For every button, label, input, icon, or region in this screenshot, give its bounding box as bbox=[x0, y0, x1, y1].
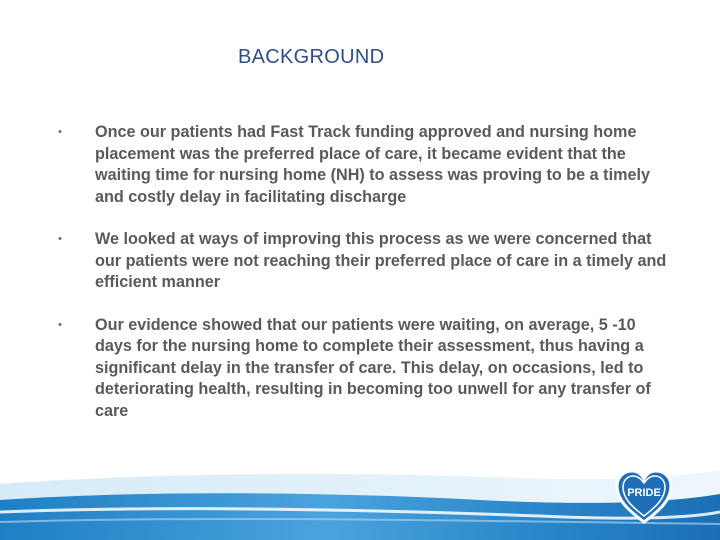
bullet-list bbox=[55, 122, 675, 443]
bullet-item bbox=[55, 229, 675, 294]
footer-wave bbox=[0, 450, 720, 540]
slide-title: BACKGROUND bbox=[238, 46, 385, 68]
bullet-text: We looked at ways of improving this process as we were concerned that our patients were not reaching their preferred place of care in a timely and efficient manner bbox=[95, 230, 667, 291]
bullet-item bbox=[55, 122, 675, 208]
bullet-item bbox=[55, 315, 675, 423]
logo-text: PRIDE bbox=[627, 487, 661, 499]
bullet-icon: • bbox=[58, 233, 62, 245]
pride-logo bbox=[614, 468, 674, 526]
bullet-icon: • bbox=[58, 318, 62, 331]
bullet-text: Our evidence showed that our patients were waiting, on average, 5 -10 days for the nursing home to complete their assessment, thus having a significant delay in the transfer of care. This delay, on occasions, led to deteriorating health, resulting in becoming too unwell for any transfer of care bbox=[95, 315, 651, 420]
bullet-icon: • bbox=[58, 126, 62, 138]
bullet-text: Once our patients had Fast Track funding approved and nursing home placement was the preferred place of care, it became evident that the waiting time for nursing home (NH) to assess was proving to be a timely and costly delay in facilitating discharge bbox=[95, 123, 650, 206]
